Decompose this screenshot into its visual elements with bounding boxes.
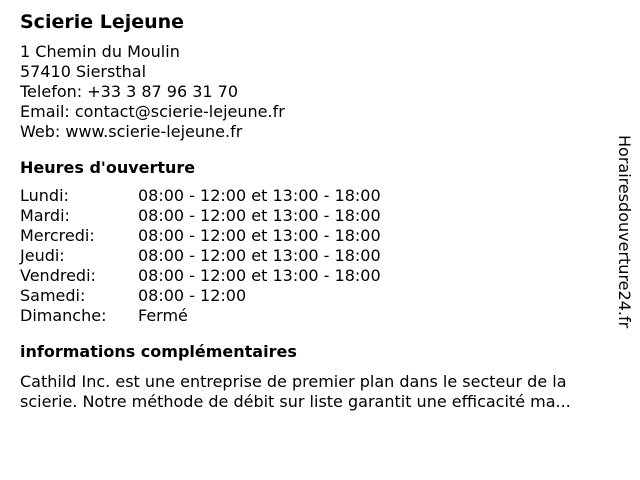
hours-row-tuesday [20,206,610,226]
business-card [20,10,610,412]
contact-block [20,42,610,142]
hours-row-monday [20,186,610,206]
web-line: Web: www.scierie-lejeune.fr [20,122,243,141]
site-watermark: Horairesdouverture24.fr [615,135,634,329]
time-value: 08:00 - 12:00 et 13:00 - 18:00 [138,246,381,265]
hours-heading: Heures d'ouverture [20,158,196,177]
day-label: Vendredi: [20,266,96,285]
email-line: Email: contact@scierie-lejeune.fr [20,102,285,121]
hours-row-sunday [20,306,610,326]
hours-row-friday [20,266,610,286]
day-label: Samedi: [20,286,86,305]
time-value: 08:00 - 12:00 et 13:00 - 18:00 [138,206,381,225]
time-value: Fermé [138,306,188,325]
day-label: Lundi: [20,186,69,205]
time-value: 08:00 - 12:00 [138,286,247,305]
info-description: Cathild Inc. est une entreprise de premier plan dans le secteur de la scierie. Notre méthode de débit sur liste garantit une efficacité ma... [20,372,571,411]
business-name: Scierie Lejeune [20,11,185,33]
phone-line: Telefon: +33 3 87 96 31 70 [20,82,239,101]
day-label: Dimanche: [20,306,107,325]
day-label: Mercredi: [20,226,95,245]
address-line-street: 1 Chemin du Moulin [20,42,180,61]
hours-row-saturday [20,286,610,306]
time-value: 08:00 - 12:00 et 13:00 - 18:00 [138,226,381,245]
day-label: Mardi: [20,206,70,225]
hours-row-wednesday [20,226,610,246]
hours-row-thursday [20,246,610,266]
day-label: Jeudi: [20,246,65,265]
info-heading: informations complémentaires [20,342,297,361]
address-line-city: 57410 Siersthal [20,62,147,81]
time-value: 08:00 - 12:00 et 13:00 - 18:00 [138,266,381,285]
time-value: 08:00 - 12:00 et 13:00 - 18:00 [138,186,381,205]
hours-table [20,186,610,326]
